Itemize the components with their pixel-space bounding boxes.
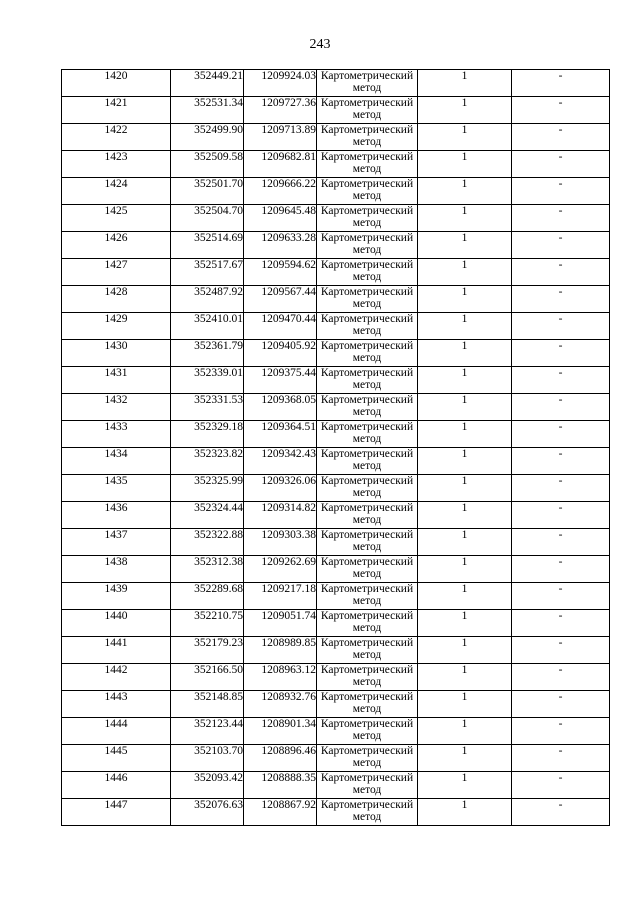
method-text: Картометрический метод bbox=[320, 259, 414, 283]
method-cell bbox=[317, 340, 418, 367]
point-number-cell: 1429 bbox=[62, 313, 171, 340]
y-coordinate-cell: 1208963.12 bbox=[244, 664, 317, 691]
precision-cell: 1 bbox=[418, 394, 512, 421]
note-cell: - bbox=[512, 745, 610, 772]
y-coordinate-cell: 1209262.69 bbox=[244, 556, 317, 583]
precision-cell: 1 bbox=[418, 232, 512, 259]
y-coordinate-cell: 1208896.46 bbox=[244, 745, 317, 772]
note-cell: - bbox=[512, 421, 610, 448]
note-cell: - bbox=[512, 205, 610, 232]
precision-cell: 1 bbox=[418, 718, 512, 745]
note-cell: - bbox=[512, 340, 610, 367]
point-number-cell: 1434 bbox=[62, 448, 171, 475]
coordinates-table bbox=[61, 69, 610, 826]
x-coordinate-cell: 352289.68 bbox=[171, 583, 244, 610]
note-cell: - bbox=[512, 97, 610, 124]
y-coordinate-cell: 1209682.81 bbox=[244, 151, 317, 178]
y-coordinate-cell: 1209375.44 bbox=[244, 367, 317, 394]
note-cell: - bbox=[512, 799, 610, 826]
precision-cell: 1 bbox=[418, 772, 512, 799]
method-text: Картометрический метод bbox=[320, 772, 414, 796]
x-coordinate-cell: 352531.34 bbox=[171, 97, 244, 124]
y-coordinate-cell: 1209713.89 bbox=[244, 124, 317, 151]
method-text: Картометрический метод bbox=[320, 745, 414, 769]
note-cell: - bbox=[512, 610, 610, 637]
note-cell: - bbox=[512, 583, 610, 610]
method-cell bbox=[317, 448, 418, 475]
table-row bbox=[62, 97, 610, 124]
x-coordinate-cell: 352517.67 bbox=[171, 259, 244, 286]
method-text: Картометрический метод bbox=[320, 97, 414, 121]
point-number-cell: 1424 bbox=[62, 178, 171, 205]
method-text: Картометрический метод bbox=[320, 151, 414, 175]
y-coordinate-cell: 1209326.06 bbox=[244, 475, 317, 502]
method-cell bbox=[317, 205, 418, 232]
x-coordinate-cell: 352323.82 bbox=[171, 448, 244, 475]
x-coordinate-cell: 352179.23 bbox=[171, 637, 244, 664]
method-cell bbox=[317, 313, 418, 340]
precision-cell: 1 bbox=[418, 421, 512, 448]
precision-cell: 1 bbox=[418, 205, 512, 232]
table-row bbox=[62, 394, 610, 421]
table-row bbox=[62, 745, 610, 772]
method-cell bbox=[317, 745, 418, 772]
y-coordinate-cell: 1209567.44 bbox=[244, 286, 317, 313]
y-coordinate-cell: 1209666.22 bbox=[244, 178, 317, 205]
y-coordinate-cell: 1209051.74 bbox=[244, 610, 317, 637]
x-coordinate-cell: 352322.88 bbox=[171, 529, 244, 556]
y-coordinate-cell: 1209470.44 bbox=[244, 313, 317, 340]
table-row bbox=[62, 232, 610, 259]
method-cell bbox=[317, 394, 418, 421]
note-cell: - bbox=[512, 529, 610, 556]
x-coordinate-cell: 352210.75 bbox=[171, 610, 244, 637]
x-coordinate-cell: 352339.01 bbox=[171, 367, 244, 394]
table-row bbox=[62, 205, 610, 232]
precision-cell: 1 bbox=[418, 340, 512, 367]
method-cell bbox=[317, 97, 418, 124]
precision-cell: 1 bbox=[418, 367, 512, 394]
precision-cell: 1 bbox=[418, 286, 512, 313]
table-row bbox=[62, 799, 610, 826]
point-number-cell: 1436 bbox=[62, 502, 171, 529]
y-coordinate-cell: 1208989.85 bbox=[244, 637, 317, 664]
note-cell: - bbox=[512, 178, 610, 205]
x-coordinate-cell: 352361.79 bbox=[171, 340, 244, 367]
point-number-cell: 1435 bbox=[62, 475, 171, 502]
x-coordinate-cell: 352449.21 bbox=[171, 70, 244, 97]
method-cell bbox=[317, 421, 418, 448]
point-number-cell: 1439 bbox=[62, 583, 171, 610]
precision-cell: 1 bbox=[418, 448, 512, 475]
method-cell bbox=[317, 637, 418, 664]
method-cell bbox=[317, 772, 418, 799]
note-cell: - bbox=[512, 394, 610, 421]
method-text: Картометрический метод bbox=[320, 394, 414, 418]
point-number-cell: 1440 bbox=[62, 610, 171, 637]
method-text: Картометрический метод bbox=[320, 124, 414, 148]
precision-cell: 1 bbox=[418, 664, 512, 691]
note-cell: - bbox=[512, 664, 610, 691]
x-coordinate-cell: 352509.58 bbox=[171, 151, 244, 178]
table-row bbox=[62, 151, 610, 178]
x-coordinate-cell: 352329.18 bbox=[171, 421, 244, 448]
method-text: Картометрический метод bbox=[320, 70, 414, 94]
x-coordinate-cell: 352504.70 bbox=[171, 205, 244, 232]
note-cell: - bbox=[512, 772, 610, 799]
point-number-cell: 1441 bbox=[62, 637, 171, 664]
table-row bbox=[62, 664, 610, 691]
y-coordinate-cell: 1209727.36 bbox=[244, 97, 317, 124]
note-cell: - bbox=[512, 232, 610, 259]
precision-cell: 1 bbox=[418, 556, 512, 583]
x-coordinate-cell: 352324.44 bbox=[171, 502, 244, 529]
method-text: Картометрический метод bbox=[320, 178, 414, 202]
point-number-cell: 1423 bbox=[62, 151, 171, 178]
method-cell bbox=[317, 502, 418, 529]
precision-cell: 1 bbox=[418, 529, 512, 556]
y-coordinate-cell: 1209645.48 bbox=[244, 205, 317, 232]
precision-cell: 1 bbox=[418, 70, 512, 97]
x-coordinate-cell: 352487.92 bbox=[171, 286, 244, 313]
point-number-cell: 1438 bbox=[62, 556, 171, 583]
note-cell: - bbox=[512, 718, 610, 745]
point-number-cell: 1437 bbox=[62, 529, 171, 556]
table-row bbox=[62, 448, 610, 475]
method-text: Картометрический метод bbox=[320, 448, 414, 472]
note-cell: - bbox=[512, 70, 610, 97]
y-coordinate-cell: 1209342.43 bbox=[244, 448, 317, 475]
note-cell: - bbox=[512, 637, 610, 664]
method-cell bbox=[317, 664, 418, 691]
note-cell: - bbox=[512, 313, 610, 340]
y-coordinate-cell: 1209405.92 bbox=[244, 340, 317, 367]
precision-cell: 1 bbox=[418, 799, 512, 826]
y-coordinate-cell: 1209303.38 bbox=[244, 529, 317, 556]
method-cell bbox=[317, 151, 418, 178]
table-row bbox=[62, 637, 610, 664]
method-cell bbox=[317, 124, 418, 151]
y-coordinate-cell: 1208867.92 bbox=[244, 799, 317, 826]
method-text: Картометрический метод bbox=[320, 205, 414, 229]
method-text: Картометрический метод bbox=[320, 367, 414, 391]
y-coordinate-cell: 1209314.82 bbox=[244, 502, 317, 529]
method-text: Картометрический метод bbox=[320, 340, 414, 364]
note-cell: - bbox=[512, 124, 610, 151]
method-text: Картометрический метод bbox=[320, 718, 414, 742]
point-number-cell: 1446 bbox=[62, 772, 171, 799]
method-cell bbox=[317, 259, 418, 286]
x-coordinate-cell: 352331.53 bbox=[171, 394, 244, 421]
table-row bbox=[62, 70, 610, 97]
point-number-cell: 1433 bbox=[62, 421, 171, 448]
method-text: Картометрический метод bbox=[320, 529, 414, 553]
precision-cell: 1 bbox=[418, 637, 512, 664]
page-number: 243 bbox=[309, 37, 331, 52]
x-coordinate-cell: 352499.90 bbox=[171, 124, 244, 151]
method-cell bbox=[317, 610, 418, 637]
method-cell bbox=[317, 178, 418, 205]
x-coordinate-cell: 352514.69 bbox=[171, 232, 244, 259]
note-cell: - bbox=[512, 502, 610, 529]
method-cell bbox=[317, 799, 418, 826]
point-number-cell: 1431 bbox=[62, 367, 171, 394]
method-text: Картометрический метод bbox=[320, 556, 414, 580]
y-coordinate-cell: 1209594.62 bbox=[244, 259, 317, 286]
table-row bbox=[62, 529, 610, 556]
method-cell bbox=[317, 583, 418, 610]
precision-cell: 1 bbox=[418, 313, 512, 340]
table-row bbox=[62, 556, 610, 583]
method-text: Картометрический метод bbox=[320, 583, 414, 607]
note-cell: - bbox=[512, 259, 610, 286]
point-number-cell: 1447 bbox=[62, 799, 171, 826]
point-number-cell: 1426 bbox=[62, 232, 171, 259]
note-cell: - bbox=[512, 475, 610, 502]
table-row bbox=[62, 502, 610, 529]
x-coordinate-cell: 352103.70 bbox=[171, 745, 244, 772]
coordinates-table-body bbox=[62, 70, 610, 826]
table-row bbox=[62, 259, 610, 286]
method-cell bbox=[317, 286, 418, 313]
method-text: Картометрический метод bbox=[320, 232, 414, 256]
y-coordinate-cell: 1209633.28 bbox=[244, 232, 317, 259]
method-text: Картометрический метод bbox=[320, 313, 414, 337]
note-cell: - bbox=[512, 556, 610, 583]
x-coordinate-cell: 352501.70 bbox=[171, 178, 244, 205]
method-text: Картометрический метод bbox=[320, 637, 414, 661]
method-cell bbox=[317, 718, 418, 745]
point-number-cell: 1430 bbox=[62, 340, 171, 367]
x-coordinate-cell: 352410.01 bbox=[171, 313, 244, 340]
method-text: Картометрический метод bbox=[320, 421, 414, 445]
method-text: Картометрический метод bbox=[320, 664, 414, 688]
y-coordinate-cell: 1209924.03 bbox=[244, 70, 317, 97]
method-cell bbox=[317, 475, 418, 502]
note-cell: - bbox=[512, 151, 610, 178]
x-coordinate-cell: 352123.44 bbox=[171, 718, 244, 745]
table-row bbox=[62, 340, 610, 367]
table-row bbox=[62, 691, 610, 718]
x-coordinate-cell: 352166.50 bbox=[171, 664, 244, 691]
method-text: Картометрический метод bbox=[320, 610, 414, 634]
table-row bbox=[62, 421, 610, 448]
y-coordinate-cell: 1209368.05 bbox=[244, 394, 317, 421]
x-coordinate-cell: 352076.63 bbox=[171, 799, 244, 826]
x-coordinate-cell: 352148.85 bbox=[171, 691, 244, 718]
point-number-cell: 1421 bbox=[62, 97, 171, 124]
point-number-cell: 1444 bbox=[62, 718, 171, 745]
table-row bbox=[62, 286, 610, 313]
method-text: Картометрический метод bbox=[320, 799, 414, 823]
point-number-cell: 1443 bbox=[62, 691, 171, 718]
note-cell: - bbox=[512, 367, 610, 394]
note-cell: - bbox=[512, 448, 610, 475]
method-text: Картометрический метод bbox=[320, 286, 414, 310]
x-coordinate-cell: 352093.42 bbox=[171, 772, 244, 799]
precision-cell: 1 bbox=[418, 583, 512, 610]
table-row bbox=[62, 610, 610, 637]
method-text: Картометрический метод bbox=[320, 691, 414, 715]
precision-cell: 1 bbox=[418, 97, 512, 124]
precision-cell: 1 bbox=[418, 745, 512, 772]
point-number-cell: 1445 bbox=[62, 745, 171, 772]
method-cell bbox=[317, 367, 418, 394]
y-coordinate-cell: 1208901.34 bbox=[244, 718, 317, 745]
x-coordinate-cell: 352312.38 bbox=[171, 556, 244, 583]
point-number-cell: 1442 bbox=[62, 664, 171, 691]
point-number-cell: 1428 bbox=[62, 286, 171, 313]
precision-cell: 1 bbox=[418, 124, 512, 151]
point-number-cell: 1425 bbox=[62, 205, 171, 232]
table-row bbox=[62, 178, 610, 205]
point-number-cell: 1422 bbox=[62, 124, 171, 151]
method-cell bbox=[317, 691, 418, 718]
method-cell bbox=[317, 556, 418, 583]
table-row bbox=[62, 475, 610, 502]
table-row bbox=[62, 583, 610, 610]
method-cell bbox=[317, 232, 418, 259]
table-row bbox=[62, 313, 610, 340]
table-row bbox=[62, 367, 610, 394]
y-coordinate-cell: 1209217.18 bbox=[244, 583, 317, 610]
y-coordinate-cell: 1208888.35 bbox=[244, 772, 317, 799]
precision-cell: 1 bbox=[418, 475, 512, 502]
method-cell bbox=[317, 70, 418, 97]
y-coordinate-cell: 1209364.51 bbox=[244, 421, 317, 448]
table-row bbox=[62, 124, 610, 151]
note-cell: - bbox=[512, 286, 610, 313]
y-coordinate-cell: 1208932.76 bbox=[244, 691, 317, 718]
point-number-cell: 1427 bbox=[62, 259, 171, 286]
table-row bbox=[62, 718, 610, 745]
precision-cell: 1 bbox=[418, 259, 512, 286]
precision-cell: 1 bbox=[418, 691, 512, 718]
method-cell bbox=[317, 529, 418, 556]
precision-cell: 1 bbox=[418, 151, 512, 178]
precision-cell: 1 bbox=[418, 502, 512, 529]
table-row bbox=[62, 772, 610, 799]
precision-cell: 1 bbox=[418, 610, 512, 637]
point-number-cell: 1420 bbox=[62, 70, 171, 97]
precision-cell: 1 bbox=[418, 178, 512, 205]
x-coordinate-cell: 352325.99 bbox=[171, 475, 244, 502]
method-text: Картометрический метод bbox=[320, 475, 414, 499]
note-cell: - bbox=[512, 691, 610, 718]
method-text: Картометрический метод bbox=[320, 502, 414, 526]
point-number-cell: 1432 bbox=[62, 394, 171, 421]
